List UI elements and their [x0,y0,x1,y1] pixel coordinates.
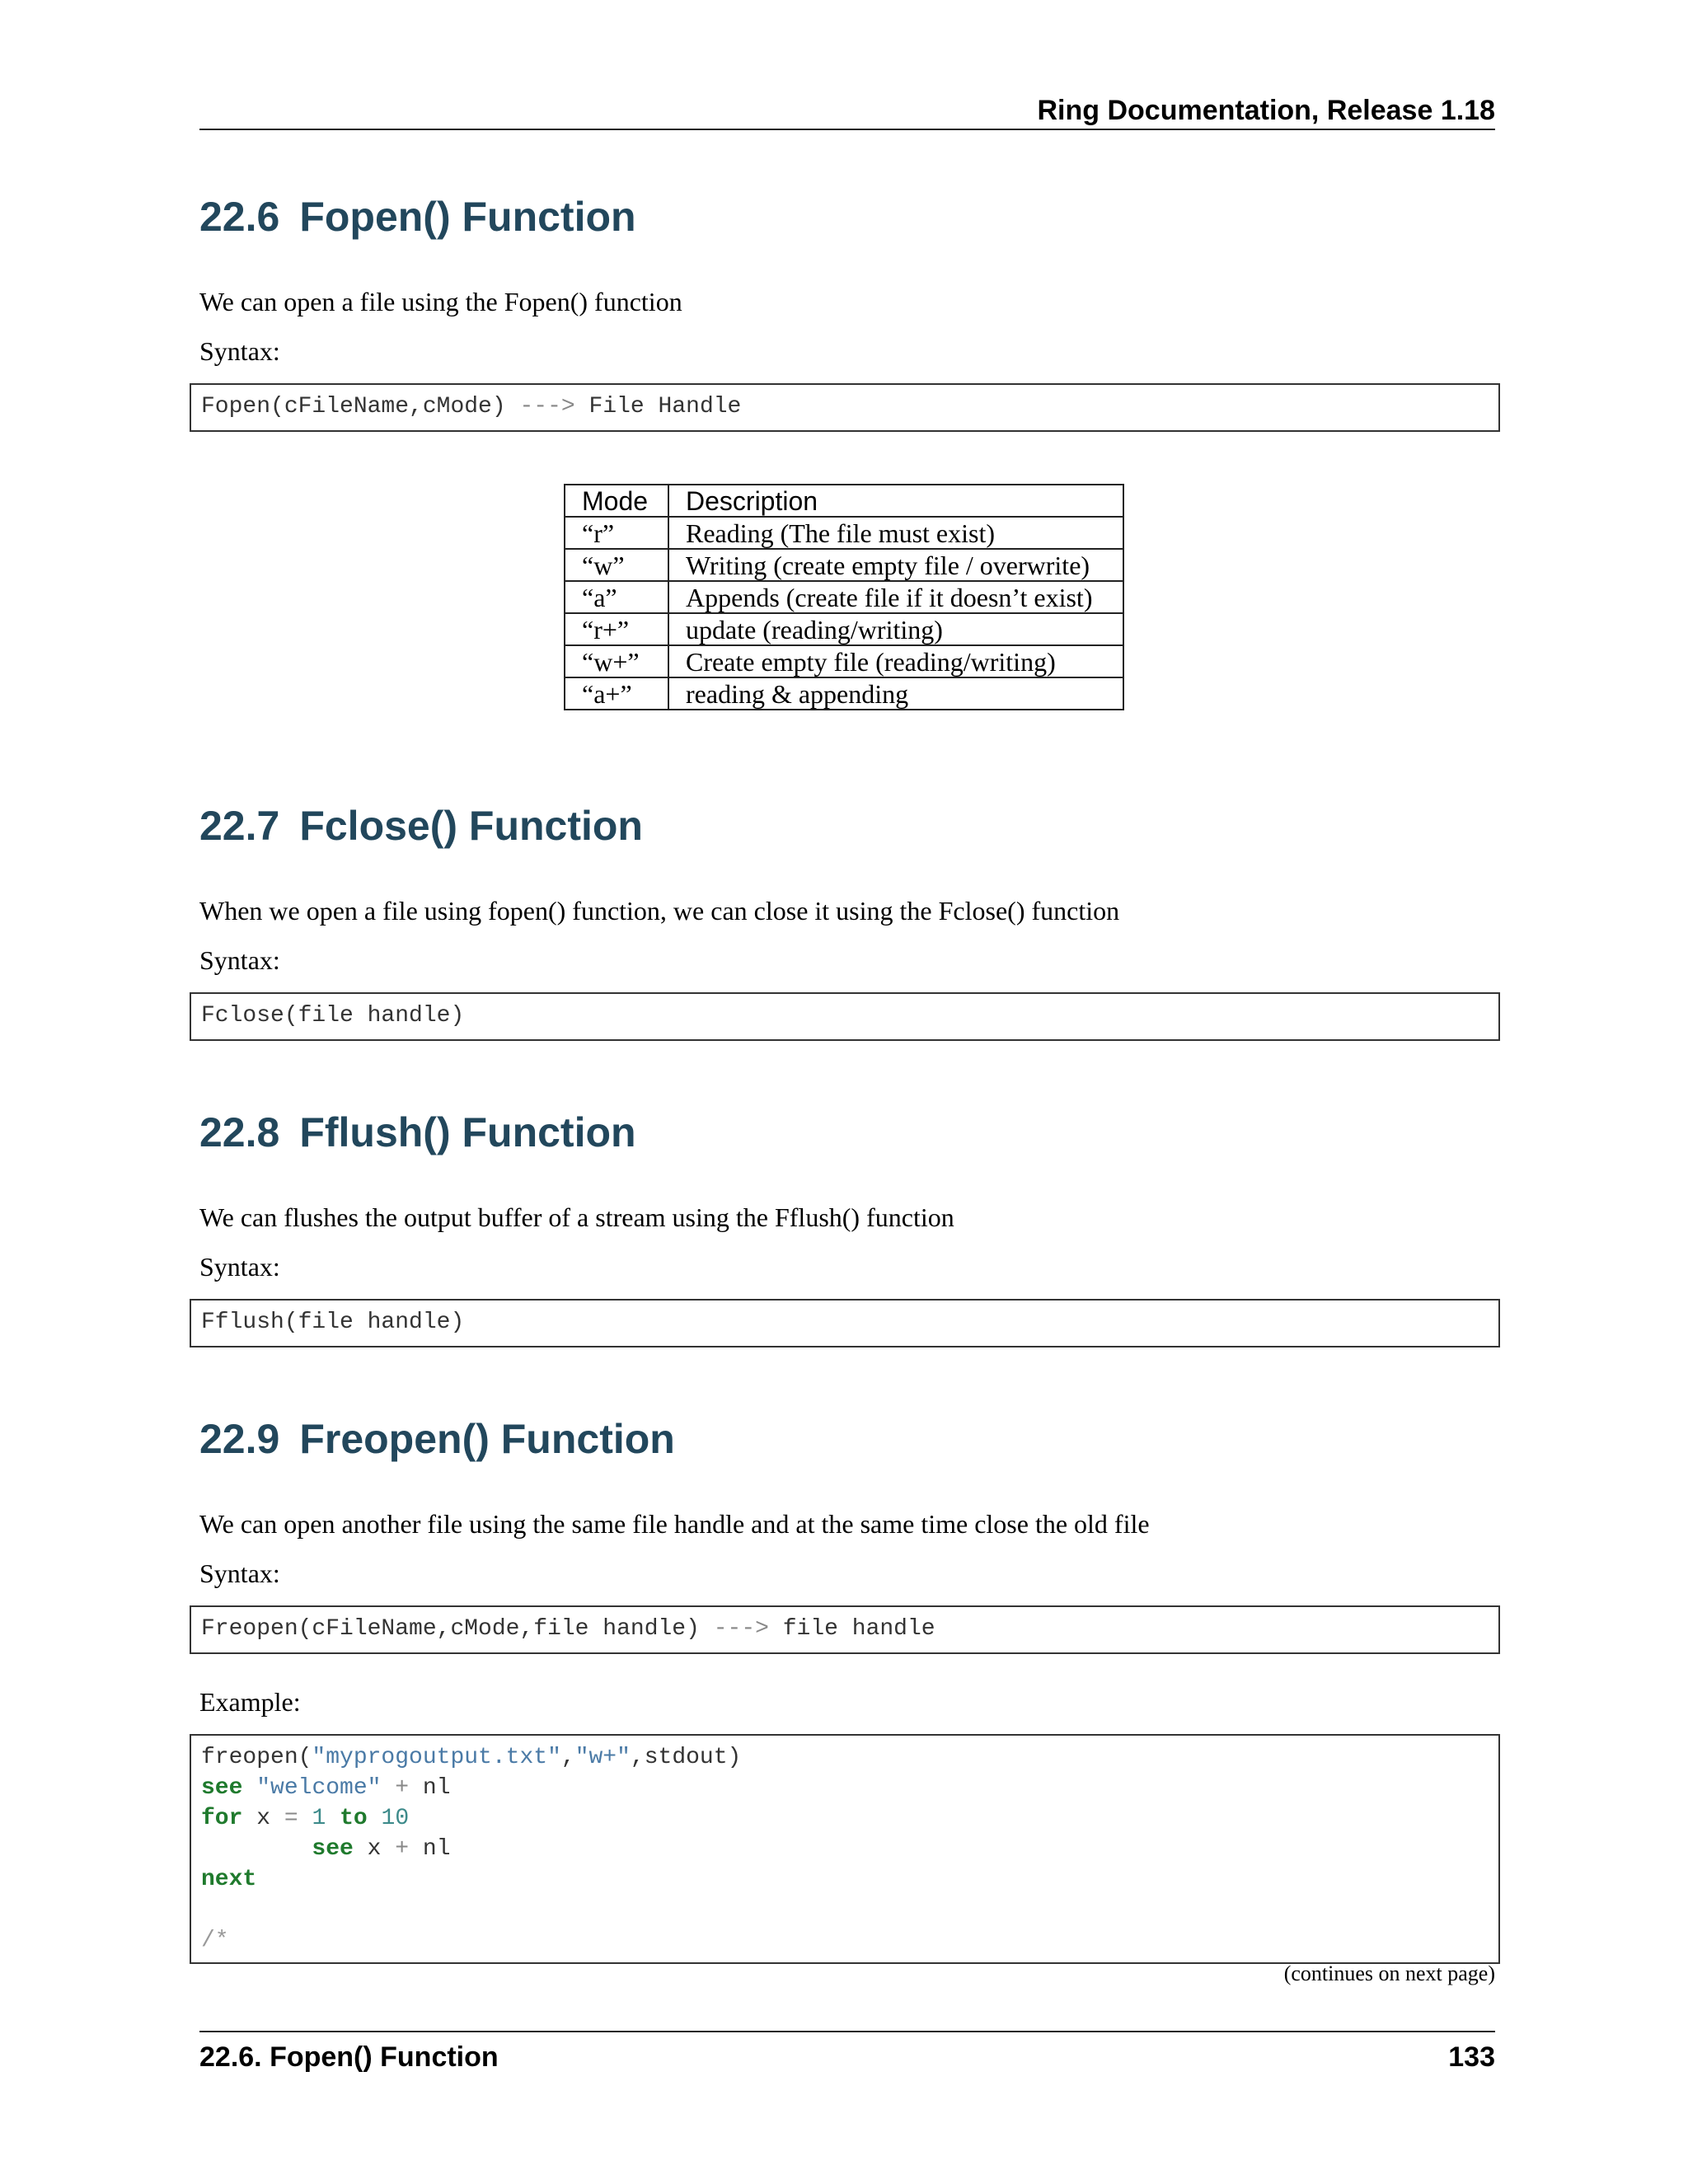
section-title: Fclose() Function [299,803,643,849]
code-block-fopen-syntax [190,383,1500,432]
table-cell-description: Create empty file (reading/writing) [668,645,1123,677]
code-token: , [560,1745,575,1770]
syntax-label: Syntax: [199,945,280,975]
section-number: 22.6 [199,194,280,240]
section-number: 22.8 [199,1109,280,1155]
code-keyword: see [201,1775,243,1801]
paragraph-fflush: We can flushes the output buffer of a stream using the Fflush() function [199,1202,954,1232]
code-token: x [256,1806,271,1831]
code-operator: + [395,1836,410,1862]
code-result: file handle [782,1616,935,1642]
code-token: freopen( [201,1745,312,1770]
code-arrow: ---> [519,394,575,419]
code-operator: + [395,1775,410,1801]
table-cell-description: Reading (The file must exist) [668,517,1123,549]
footer-rule [199,2031,1495,2032]
table-header-description: Description [668,485,1123,517]
table-row [565,581,1123,613]
section-title: Freopen() Function [299,1416,675,1462]
code-result: File Handle [588,394,742,419]
code-arrow: ---> [713,1616,769,1642]
table-cell-mode: “r+” [565,613,668,645]
code-string: "myprogoutput.txt" [312,1745,561,1770]
footer-page-number: 133 [1448,2041,1495,2073]
code-block-freopen-example [190,1734,1500,1964]
paragraph-freopen: We can open another file using the same file handle and at the same time close the old file [199,1509,1150,1539]
code-token: nl [422,1775,451,1801]
continues-note: (continues on next page) [1283,1961,1495,1985]
code-keyword: for [201,1806,243,1831]
table-header-row [565,485,1123,517]
code-string: "welcome" [256,1775,382,1801]
code-token: nl [422,1836,451,1862]
section-number: 22.9 [199,1416,280,1462]
section-heading-fclose [199,799,643,852]
code-keyword: next [201,1867,257,1892]
table-cell-mode: “a+” [565,677,668,710]
table-cell-description: update (reading/writing) [668,613,1123,645]
table-row [565,677,1123,710]
table-cell-description: reading & appending [668,677,1123,710]
table-cell-mode: “w+” [565,645,668,677]
code-number: 10 [381,1806,410,1831]
code-call: Fopen(cFileName,cMode) [201,394,506,419]
syntax-label: Syntax: [199,1252,280,1282]
paragraph-fclose: When we open a file using fopen() function, we can close it using the Fclose() function [199,896,1120,926]
example-label: Example: [199,1687,301,1717]
section-heading-fopen [199,190,636,243]
table-row [565,517,1123,549]
code-comment: /* [201,1928,229,1953]
header-rule [199,129,1495,130]
code-block-freopen-syntax [190,1605,1500,1654]
code-keyword: to [340,1806,368,1831]
syntax-label: Syntax: [199,336,280,366]
code-token: ,stdout) [630,1745,742,1770]
section-number: 22.7 [199,803,280,849]
code-block-fflush-syntax: Fflush(file handle) [190,1299,1500,1347]
running-header: Ring Documentation, Release 1.18 [1037,95,1495,126]
table-cell-mode: “r” [565,517,668,549]
code-block-fclose-syntax: Fclose(file handle) [190,992,1500,1041]
code-string: "w+" [574,1745,631,1770]
code-operator: = [284,1806,298,1831]
table-cell-description: Writing (create empty file / overwrite) [668,549,1123,581]
paragraph-fopen: We can open a file using the Fopen() function [199,287,682,316]
code-call: Freopen(cFileName,cMode,file handle) [201,1616,700,1642]
section-heading-fflush [199,1106,636,1159]
table-row [565,645,1123,677]
mode-table [564,484,1124,710]
table-cell-description: Appends (create file if it doesn’t exist) [668,581,1123,613]
section-title: Fflush() Function [299,1109,636,1155]
footer-section: 22.6. Fopen() Function [199,2041,499,2073]
table-cell-mode: “w” [565,549,668,581]
section-title: Fopen() Function [299,194,636,240]
code-number: 1 [312,1806,326,1831]
table-header-mode: Mode [565,485,668,517]
table-cell-mode: “a” [565,581,668,613]
table-row [565,613,1123,645]
code-token: x [367,1836,382,1862]
table-row [565,549,1123,581]
code-keyword: see [312,1836,354,1862]
syntax-label: Syntax: [199,1558,280,1588]
section-heading-freopen [199,1413,675,1465]
